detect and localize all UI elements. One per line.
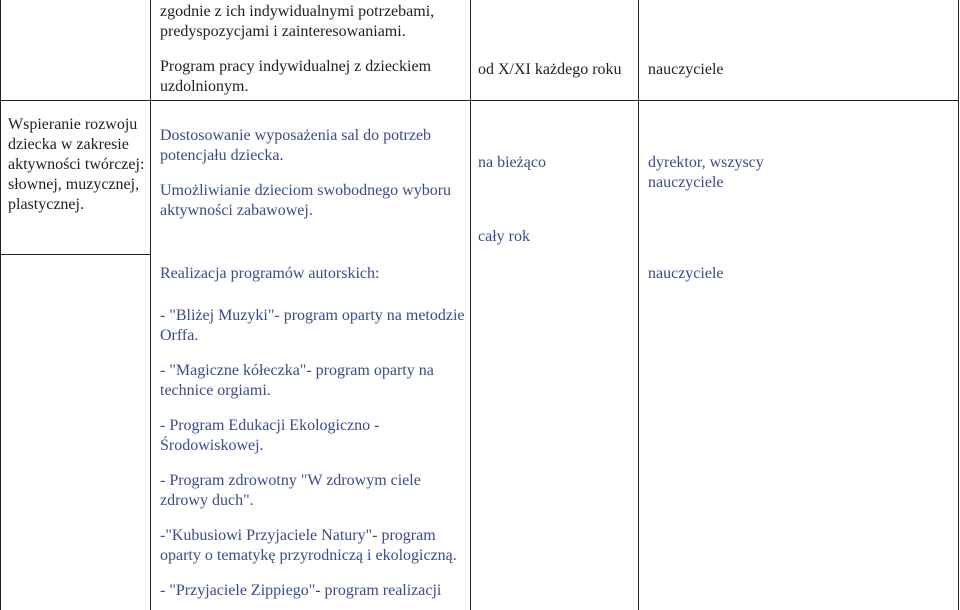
row2-responsible: dyrektor, wszyscy nauczyciele <box>648 154 764 191</box>
row2-term-2: cały rok <box>478 228 530 245</box>
column-divider <box>470 0 471 610</box>
row3-action-text: - Program zdrowotny "W zdrowym ciele zdrowy duch". <box>160 472 421 509</box>
row1-actions-cell <box>160 2 465 97</box>
row-divider <box>0 254 151 255</box>
table-border-right <box>958 0 959 610</box>
row2-action-text: Umożliwianie dzieciom swobodnego wyboru aktywności zabawowej. <box>160 182 452 219</box>
row3-action-text: - "Bliżej Muzyki"- program oparty na metodzie Orffa. <box>160 307 465 344</box>
column-divider <box>638 0 639 610</box>
row3-action-text: -"Kubusiowi Przyjaciele Natury"- program oparty o tematykę przyrodniczą i ekologiczną. <box>160 527 457 564</box>
row3-actions-cell <box>160 264 465 601</box>
row1-action-text: Program pracy indywidualnej z dzieckiem uzdolnionym. <box>160 58 432 95</box>
row3-responsible: nauczyciele <box>648 265 724 282</box>
row2-action-text: Dostosowanie wyposażenia sal do potrzeb potencjału dziecka. <box>160 127 432 164</box>
column-divider <box>150 0 151 610</box>
row3-action-text: - "Magiczne kółeczka"- program oparty na technice orgiami. <box>160 362 434 399</box>
row3-action-text: - Program Edukacji Ekologiczno - Środowiskowej. <box>160 417 380 454</box>
row3-action-text: - "Przyjaciele Zippiego"- program realizacji <box>160 582 442 599</box>
row-divider <box>0 100 959 101</box>
table-border-left <box>0 0 1 610</box>
row1-term: od X/XI każdego roku <box>478 61 622 78</box>
row1-action-text: zgodnie z ich indywidualnymi potrzebami, predyspozycjami i zainteresowaniami. <box>160 3 435 40</box>
row3-action-text: Realizacja programów autorskich: <box>160 265 380 282</box>
row1-responsible: nauczyciele <box>648 61 724 78</box>
row2-term-1: na bieżąco <box>478 154 546 171</box>
row2-area: Wspieranie rozwoju dziecka w zakresie aktywności twórczej: słownej, muzycznej, plastycznej. <box>8 116 145 213</box>
row2-actions-cell <box>160 126 465 221</box>
